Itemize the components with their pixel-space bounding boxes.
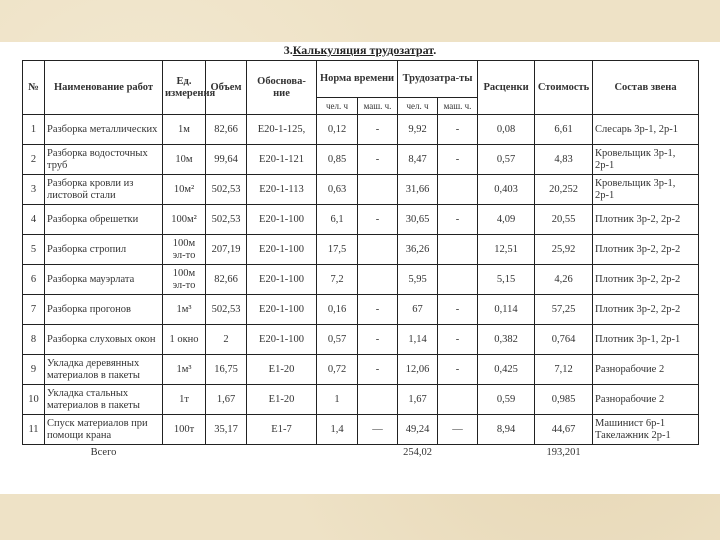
header-norm: Норма времени	[317, 61, 398, 98]
cell-crew: Разнорабочие 2	[593, 385, 699, 415]
cell-name: Разборка кровли из листовой стали	[45, 175, 163, 205]
cell-rate: 5,15	[478, 265, 535, 295]
cell-norm-p: 6,1	[317, 205, 358, 235]
cell-cost: 4,83	[535, 145, 593, 175]
total-label: Всего	[90, 447, 117, 458]
cell-norm-p: 0,57	[317, 325, 358, 355]
cell-rate: 0,59	[478, 385, 535, 415]
cell-cost: 25,92	[535, 235, 593, 265]
table-row	[23, 265, 699, 295]
total-labor: 254,02	[403, 447, 432, 458]
cell-rate: 0,57	[478, 145, 535, 175]
header-labor: Трудозатра-ты	[398, 61, 478, 98]
cell-labor-p: 36,26	[398, 235, 438, 265]
cell-num: 11	[23, 415, 45, 445]
labor-calculation-table	[22, 60, 699, 461]
cell-crew: Кровельщик 3р-1, 2р-1	[593, 145, 699, 175]
cell-labor-p: 67	[398, 295, 438, 325]
cell-norm-p: 1	[317, 385, 358, 415]
cell-cost: 20,55	[535, 205, 593, 235]
cell-norm-p: 0,12	[317, 115, 358, 145]
cell-norm-m: —	[358, 415, 398, 445]
cell-name: Укладка деревянных материалов в пакеты	[45, 355, 163, 385]
cell-labor-m	[438, 235, 478, 265]
cell-num: 3	[23, 175, 45, 205]
cell-rate: 8,94	[478, 415, 535, 445]
cell-labor-p: 49,24	[398, 415, 438, 445]
table-row	[23, 205, 699, 235]
cell-crew: Кровельщик 3р-1, 2р-1	[593, 175, 699, 205]
cell-basis: Е1-7	[247, 415, 317, 445]
cell-norm-m	[358, 235, 398, 265]
cell-labor-m	[438, 175, 478, 205]
cell-labor-m	[438, 385, 478, 415]
cell-num: 2	[23, 145, 45, 175]
cell-crew: Плотник 3р-2, 2р-2	[593, 295, 699, 325]
cell-labor-p: 8,47	[398, 145, 438, 175]
empty-cell	[206, 445, 247, 462]
cell-name: Разборка стропил	[45, 235, 163, 265]
empty-cell	[317, 445, 358, 462]
cell-name: Разборка водосточных труб	[45, 145, 163, 175]
cell-volume: 207,19	[206, 235, 247, 265]
table-row	[23, 115, 699, 145]
cell-cost: 44,67	[535, 415, 593, 445]
cell-labor-p: 31,66	[398, 175, 438, 205]
cell-labor-p: 30,65	[398, 205, 438, 235]
cell-norm-m: -	[358, 325, 398, 355]
cell-basis: Е20-1-113	[247, 175, 317, 205]
empty-cell	[438, 445, 478, 462]
table-row	[23, 325, 699, 355]
header-num: №	[23, 61, 45, 115]
cell-cost: 57,25	[535, 295, 593, 325]
cell-cost: 6,61	[535, 115, 593, 145]
cell-norm-m	[358, 385, 398, 415]
cell-norm-p: 0,63	[317, 175, 358, 205]
cell-labor-m: -	[438, 295, 478, 325]
cell-labor-m: -	[438, 325, 478, 355]
cell-crew: Разнорабочие 2	[593, 355, 699, 385]
cell-num: 9	[23, 355, 45, 385]
cell-volume: 35,17	[206, 415, 247, 445]
header-basis: Обоснова-ние	[247, 61, 317, 115]
table-row	[23, 295, 699, 325]
cell-norm-p: 0,72	[317, 355, 358, 385]
empty-cell	[163, 445, 206, 462]
cell-basis: Е1-20	[247, 355, 317, 385]
empty-cell	[478, 445, 535, 462]
cell-labor-m: -	[438, 145, 478, 175]
cell-basis: Е20-1-100	[247, 325, 317, 355]
cell-unit: 100м эл-то	[163, 265, 206, 295]
cell-rate: 12,51	[478, 235, 535, 265]
table-row	[23, 385, 699, 415]
cell-labor-m: -	[438, 355, 478, 385]
table-row	[23, 355, 699, 385]
cell-num: 4	[23, 205, 45, 235]
cell-rate: 0,382	[478, 325, 535, 355]
cell-unit: 1м	[163, 115, 206, 145]
cell-norm-m: -	[358, 145, 398, 175]
cell-labor-p: 5,95	[398, 265, 438, 295]
empty-cell	[593, 445, 699, 462]
cell-rate: 0,403	[478, 175, 535, 205]
cell-norm-m	[358, 265, 398, 295]
cell-cost: 4,26	[535, 265, 593, 295]
total-row	[23, 445, 699, 462]
cell-volume: 502,53	[206, 175, 247, 205]
cell-unit: 1 окно	[163, 325, 206, 355]
cell-name: Разборка слуховых окон	[45, 325, 163, 355]
cell-labor-p: 1,14	[398, 325, 438, 355]
cell-volume: 82,66	[206, 265, 247, 295]
cell-labor-m: -	[438, 115, 478, 145]
cell-name: Разборка обрешетки	[45, 205, 163, 235]
cell-cost: 0,764	[535, 325, 593, 355]
cell-volume: 99,64	[206, 145, 247, 175]
cell-name: Разборка прогонов	[45, 295, 163, 325]
cell-labor-m: -	[438, 205, 478, 235]
empty-cell	[247, 445, 317, 462]
cell-unit: 10м²	[163, 175, 206, 205]
cell-unit: 1м³	[163, 355, 206, 385]
cell-name: Спуск материалов при помощи крана	[45, 415, 163, 445]
cell-rate: 4,09	[478, 205, 535, 235]
cell-volume: 2	[206, 325, 247, 355]
cell-num: 7	[23, 295, 45, 325]
cell-norm-p: 1,4	[317, 415, 358, 445]
header-cost: Стоимость	[535, 61, 593, 115]
cell-labor-p: 12,06	[398, 355, 438, 385]
total-cost: 193,201	[546, 447, 581, 458]
cell-num: 1	[23, 115, 45, 145]
cell-unit: 10м	[163, 145, 206, 175]
cell-basis: Е20-1-121	[247, 145, 317, 175]
cell-basis: Е20-1-100	[247, 295, 317, 325]
cell-crew: Машинист 6р-1 Такелажник 2р-1	[593, 415, 699, 445]
cell-labor-p: 1,67	[398, 385, 438, 415]
cell-num: 5	[23, 235, 45, 265]
table-row	[23, 415, 699, 445]
cell-crew: Плотник 3р-2, 2р-2	[593, 235, 699, 265]
cell-num: 6	[23, 265, 45, 295]
cell-basis: Е1-20	[247, 385, 317, 415]
empty-cell	[358, 445, 398, 462]
cell-name: Укладка стальных материалов в пакеты	[45, 385, 163, 415]
page-title: 3.Калькуляция трудозатрат.	[283, 43, 437, 57]
cell-crew: Слесарь 3р-1, 2р-1	[593, 115, 699, 145]
cell-labor-p: 9,92	[398, 115, 438, 145]
cell-crew: Плотник 3р-2, 2р-2	[593, 265, 699, 295]
subheader-labor-people: чел. ч	[398, 98, 438, 115]
cell-norm-m: -	[358, 355, 398, 385]
cell-norm-m: -	[358, 205, 398, 235]
cell-num: 8	[23, 325, 45, 355]
cell-norm-m: -	[358, 115, 398, 145]
cell-cost: 20,252	[535, 175, 593, 205]
cell-unit: 1т	[163, 385, 206, 415]
cell-unit: 100м²	[163, 205, 206, 235]
cell-volume: 82,66	[206, 115, 247, 145]
cell-volume: 502,53	[206, 295, 247, 325]
cell-volume: 502,53	[206, 205, 247, 235]
header-volume: Объем	[206, 61, 247, 115]
subheader-norm-machine: маш. ч.	[358, 98, 398, 115]
cell-labor-m: —	[438, 415, 478, 445]
header-name: Наименование работ	[45, 61, 163, 115]
header-unit: Ед. измерения	[163, 61, 206, 115]
cell-norm-p: 17,5	[317, 235, 358, 265]
header-rate: Расценки	[478, 61, 535, 115]
cell-volume: 16,75	[206, 355, 247, 385]
cell-cost: 0,985	[535, 385, 593, 415]
cell-name: Разборка металлических	[45, 115, 163, 145]
cell-unit: 100т	[163, 415, 206, 445]
cell-name: Разборка мауэрлата	[45, 265, 163, 295]
cell-rate: 0,08	[478, 115, 535, 145]
cell-norm-p: 0,85	[317, 145, 358, 175]
cell-basis: Е20-1-100	[247, 235, 317, 265]
table-row	[23, 145, 699, 175]
cell-labor-m	[438, 265, 478, 295]
cell-volume: 1,67	[206, 385, 247, 415]
cell-crew: Плотник 3р-2, 2р-2	[593, 205, 699, 235]
cell-rate: 0,425	[478, 355, 535, 385]
table-row	[23, 175, 699, 205]
subheader-labor-machine: маш. ч.	[438, 98, 478, 115]
cell-num: 10	[23, 385, 45, 415]
cell-norm-m	[358, 175, 398, 205]
cell-cost: 7,12	[535, 355, 593, 385]
header-crew: Состав звена	[593, 61, 699, 115]
cell-unit: 1м³	[163, 295, 206, 325]
cell-basis: Е20-1-125,	[247, 115, 317, 145]
cell-norm-p: 7,2	[317, 265, 358, 295]
cell-norm-p: 0,16	[317, 295, 358, 325]
subheader-norm-people: чел. ч	[317, 98, 358, 115]
cell-basis: Е20-1-100	[247, 205, 317, 235]
cell-norm-m: -	[358, 295, 398, 325]
empty-cell	[23, 445, 45, 462]
cell-crew: Плотник 3р-1, 2р-1	[593, 325, 699, 355]
cell-rate: 0,114	[478, 295, 535, 325]
cell-unit: 100м эл-то	[163, 235, 206, 265]
cell-basis: Е20-1-100	[247, 265, 317, 295]
table-row	[23, 235, 699, 265]
